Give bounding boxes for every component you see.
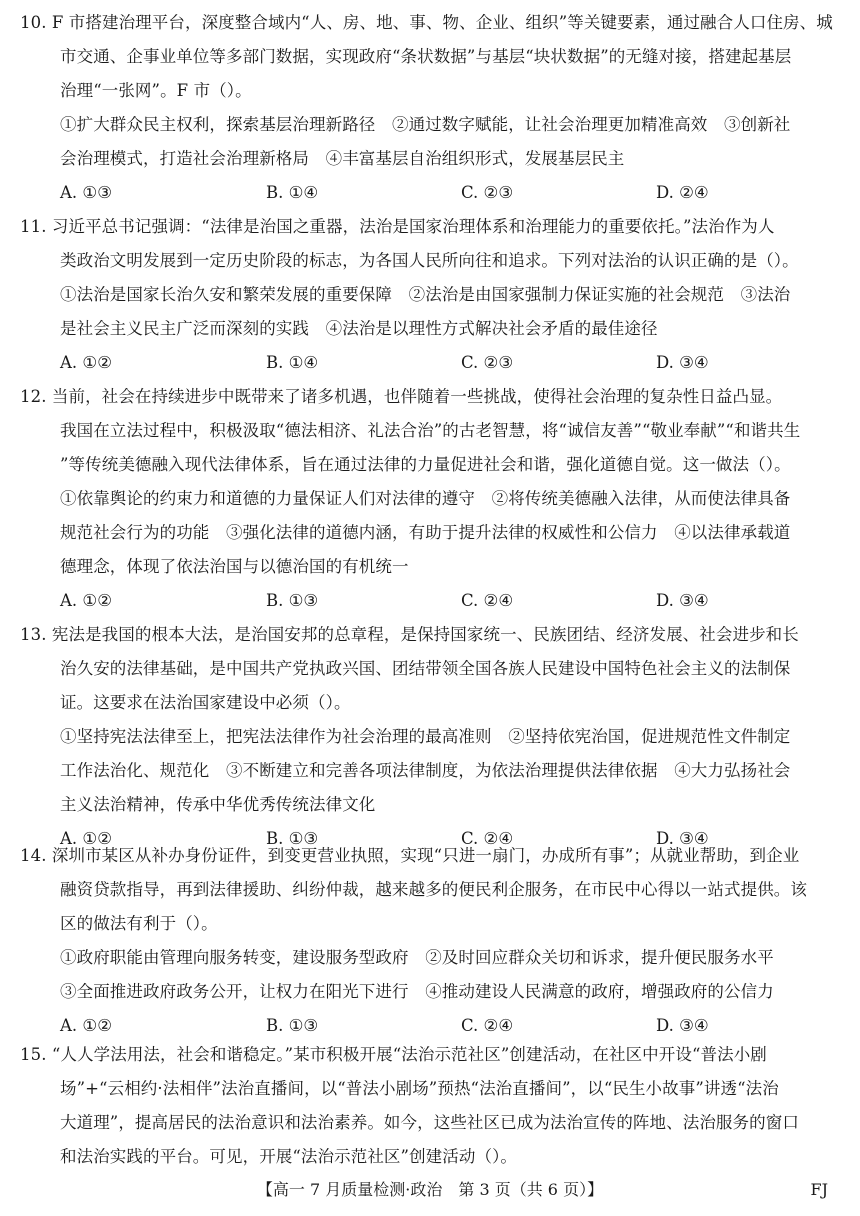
question-stem-line: 融资贷款指导，再到法律援助、纠纷仲裁，越来越多的便民利企服务，在市民中心得以一站式提供。该 — [60, 880, 807, 899]
question-stem-line: 12. 当前，社会在持续进步中既带来了诸多机遇，也伴随着一些挑战，使得社会治理的复杂性日益凸显。 — [20, 387, 783, 406]
question-stem-line: 和法治实践的平台。可见，开展“法治示范社区”创建活动（）。 — [60, 1147, 518, 1166]
option-b[interactable]: B. ①③ — [266, 1016, 319, 1035]
footer-code: FJ — [810, 1180, 828, 1199]
footer-page-info: 【高一 7 月质量检测·政治 第 3 页（共 6 页）】 — [256, 1180, 604, 1199]
question-stem-line: 11. 习近平总书记强调：“法律是治国之重器，法治是国家治理体系和治理能力的重要依托。”法治作为人 — [20, 217, 775, 236]
question-stem-line: 我国在立法过程中，积极汲取“德法相济、礼法合治”的古老智慧，将“诚信友善”“敬业奉献”“和谐共生 — [60, 421, 801, 440]
question-stem-line: 区的做法有利于（）。 — [60, 914, 218, 933]
question-stem-line: 证。这要求在法治国家建设中必须（）。 — [60, 693, 351, 712]
question-14 — [20, 839, 848, 1043]
statement-line: ①坚持宪法法律至上，把宪法法律作为社会治理的最高准则 ②坚持依宪治国，促进规范性文件制定 — [60, 727, 791, 746]
page-footer — [0, 1173, 860, 1207]
question-stem-line: 市交通、企事业单位等多部门数据，实现政府“条状数据”与基层“块状数据”的无缝对接，搭建起基层 — [60, 47, 792, 66]
question-stem-line: 治久安的法律基础，是中国共产党执政兴国、团结带领全国各族人民建设中国特色社会主义的法制保 — [60, 659, 791, 678]
statement-line: ①法治是国家长治久安和繁荣发展的重要保障 ②法治是由国家强制力保证实施的社会规范 ③法治 — [60, 285, 791, 304]
option-d[interactable]: D. ③④ — [656, 829, 709, 848]
option-a[interactable]: A. ①② — [60, 1016, 112, 1035]
question-stem-line: 治理“一张网”。F 市（）。 — [60, 81, 252, 100]
option-a[interactable]: A. ①② — [60, 829, 112, 848]
question-stem-line: 大道理”，提高居民的法治意识和法治素养。如今，这些社区已成为法治宣传的阵地、法治服务的窗口 — [60, 1113, 799, 1132]
option-c[interactable]: C. ②③ — [461, 183, 514, 202]
option-c[interactable]: C. ②④ — [461, 591, 514, 610]
question-11 — [20, 210, 848, 380]
question-10 — [20, 6, 848, 210]
statement-line: ③全面推进政府政务公开，让权力在阳光下进行 ④推动建设人民满意的政府，增强政府的公信力 — [60, 982, 774, 1001]
question-15 — [20, 1038, 848, 1174]
option-a[interactable]: A. ①② — [60, 353, 112, 372]
statement-line: ①政府职能由管理向服务转变，建设服务型政府 ②及时回应群众关切和诉求，提升便民服务水平 — [60, 948, 774, 967]
question-12 — [20, 380, 848, 618]
statement-line: 会治理模式，打造社会治理新格局 ④丰富基层自治组织形式，发展基层民主 — [60, 149, 625, 168]
statement-line: 是社会主义民主广泛而深刻的实践 ④法治是以理性方式解决社会矛盾的最佳途径 — [60, 319, 658, 338]
option-c[interactable]: C. ②④ — [461, 1016, 514, 1035]
question-stem-line: 场”+“云相约·法相伴”法治直播间，以“普法小剧场”预热“法治直播间”，以“民生小故事”讲透“法治 — [60, 1079, 779, 1098]
statement-line: ①依靠舆论的约束力和道德的力量保证人们对法律的遵守 ②将传统美德融入法律，从而使法律具备 — [60, 489, 791, 508]
option-c[interactable]: C. ②④ — [461, 829, 514, 848]
statement-line: 工作法治化、规范化 ③不断建立和完善各项法律制度，为依法治理提供法律依据 ④大力弘扬社会 — [60, 761, 791, 780]
option-d[interactable]: D. ③④ — [656, 591, 709, 610]
statement-line: 规范社会行为的功能 ③强化法律的道德内涵，有助于提升法律的权威性和公信力 ④以法律承载道 — [60, 523, 791, 542]
option-d[interactable]: D. ③④ — [656, 1016, 709, 1035]
question-stem-line: 15. “人人学法用法，社会和谐稳定。”某市积极开展“法治示范社区”创建活动，在社区中开设“普法小剧 — [20, 1045, 767, 1064]
statement-line: 主义法治精神，传承中华优秀传统法律文化 — [60, 795, 376, 814]
question-13 — [20, 618, 848, 856]
option-a[interactable]: A. ①③ — [60, 183, 112, 202]
statement-line: 德理念，体现了依法治国与以德治国的有机统一 — [60, 557, 409, 576]
option-b[interactable]: B. ①④ — [266, 183, 319, 202]
answer-options — [20, 584, 848, 618]
option-d[interactable]: D. ③④ — [656, 353, 709, 372]
question-stem-line: 13. 宪法是我国的根本大法，是治国安邦的总章程，是保持国家统一、民族团结、经济发展、社会进步和长 — [20, 625, 799, 644]
answer-options — [20, 346, 848, 380]
question-stem-line: 类政治文明发展到一定历史阶段的标志，为各国人民所向往和追求。下列对法治的认识正确的是（）。 — [60, 251, 799, 270]
option-a[interactable]: A. ①② — [60, 591, 112, 610]
option-b[interactable]: B. ①③ — [266, 591, 319, 610]
option-d[interactable]: D. ②④ — [656, 183, 709, 202]
question-stem-line: ”等传统美德融入现代法律体系，旨在通过法律的力量促进社会和谐，强化道德自觉。这一做法（）。 — [60, 455, 791, 474]
statement-line: ①扩大群众民主权利，探索基层治理新路径 ②通过数字赋能，让社会治理更加精准高效 ③创新社 — [60, 115, 791, 134]
option-c[interactable]: C. ②③ — [461, 353, 514, 372]
option-b[interactable]: B. ①③ — [266, 829, 319, 848]
answer-options — [20, 176, 848, 210]
question-stem-line: 10. F 市搭建治理平台，深度整合域内“人、房、地、事、物、企业、组织”等关键要素，通过融合人口住房、城 — [20, 13, 833, 32]
option-b[interactable]: B. ①④ — [266, 353, 319, 372]
question-stem-line: 14. 深圳市某区从补办身份证件，到变更营业执照，实现“只进一扇门，办成所有事”；从就业帮助，到企业 — [20, 846, 800, 865]
